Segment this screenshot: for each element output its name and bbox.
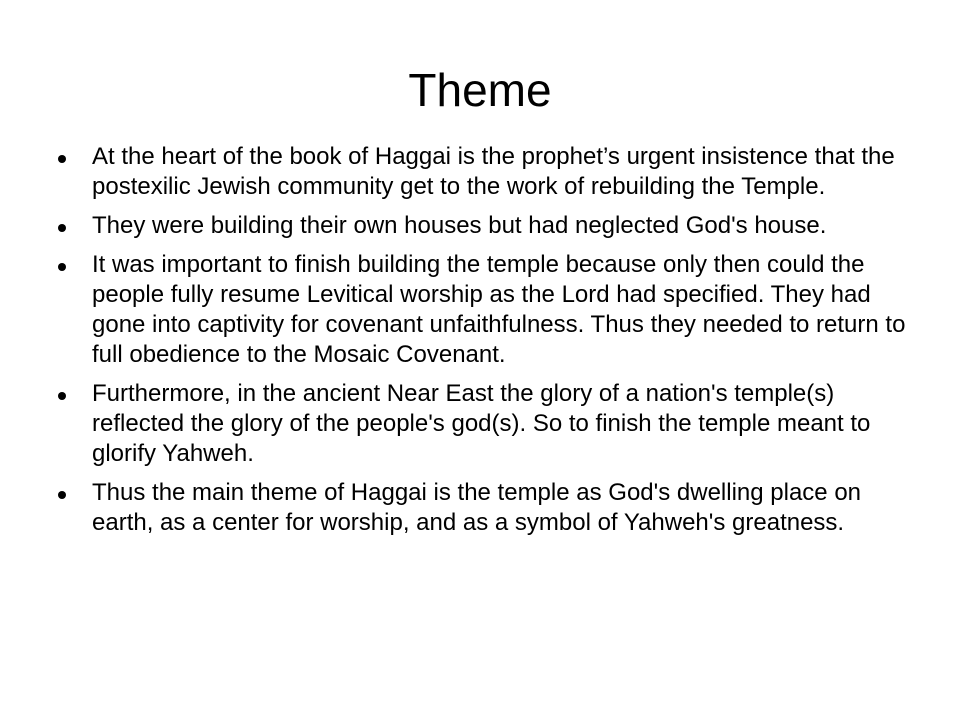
bullet-item <box>58 211 918 241</box>
slide-title: Theme <box>408 64 552 116</box>
bullet-list <box>58 142 918 547</box>
bullet-text: At the heart of the book of Haggai is the prophet’s urgent insistence that the postexilic Jewish community get to the work of rebuilding the Temple. <box>92 143 895 200</box>
bullet-item <box>58 142 918 202</box>
bullet-item <box>58 478 918 538</box>
bullet-dot-icon <box>58 491 66 499</box>
bullet-dot-icon <box>58 263 66 271</box>
bullet-text: Furthermore, in the ancient Near East the glory of a nation's temple(s) reflected the glory of the people's god(s). So to finish the temple meant to glorify Yahweh. <box>92 380 871 467</box>
bullet-text: They were building their own houses but had neglected God's house. <box>92 212 827 239</box>
bullet-text: It was important to finish building the temple because only then could the people fully resume Levitical worship as the Lord had specified. They had gone into captivity for covenant unfaithfulness. Thus they needed to return to full obedience to the Mosaic Covenant. <box>92 251 906 368</box>
bullet-item <box>58 250 918 370</box>
bullet-dot-icon <box>58 155 66 163</box>
bullet-dot-icon <box>58 224 66 232</box>
bullet-text: Thus the main theme of Haggai is the temple as God's dwelling place on earth, as a center for worship, and as a symbol of Yahweh's greatness. <box>92 479 862 536</box>
bullet-dot-icon <box>58 392 66 400</box>
bullet-item <box>58 379 918 469</box>
